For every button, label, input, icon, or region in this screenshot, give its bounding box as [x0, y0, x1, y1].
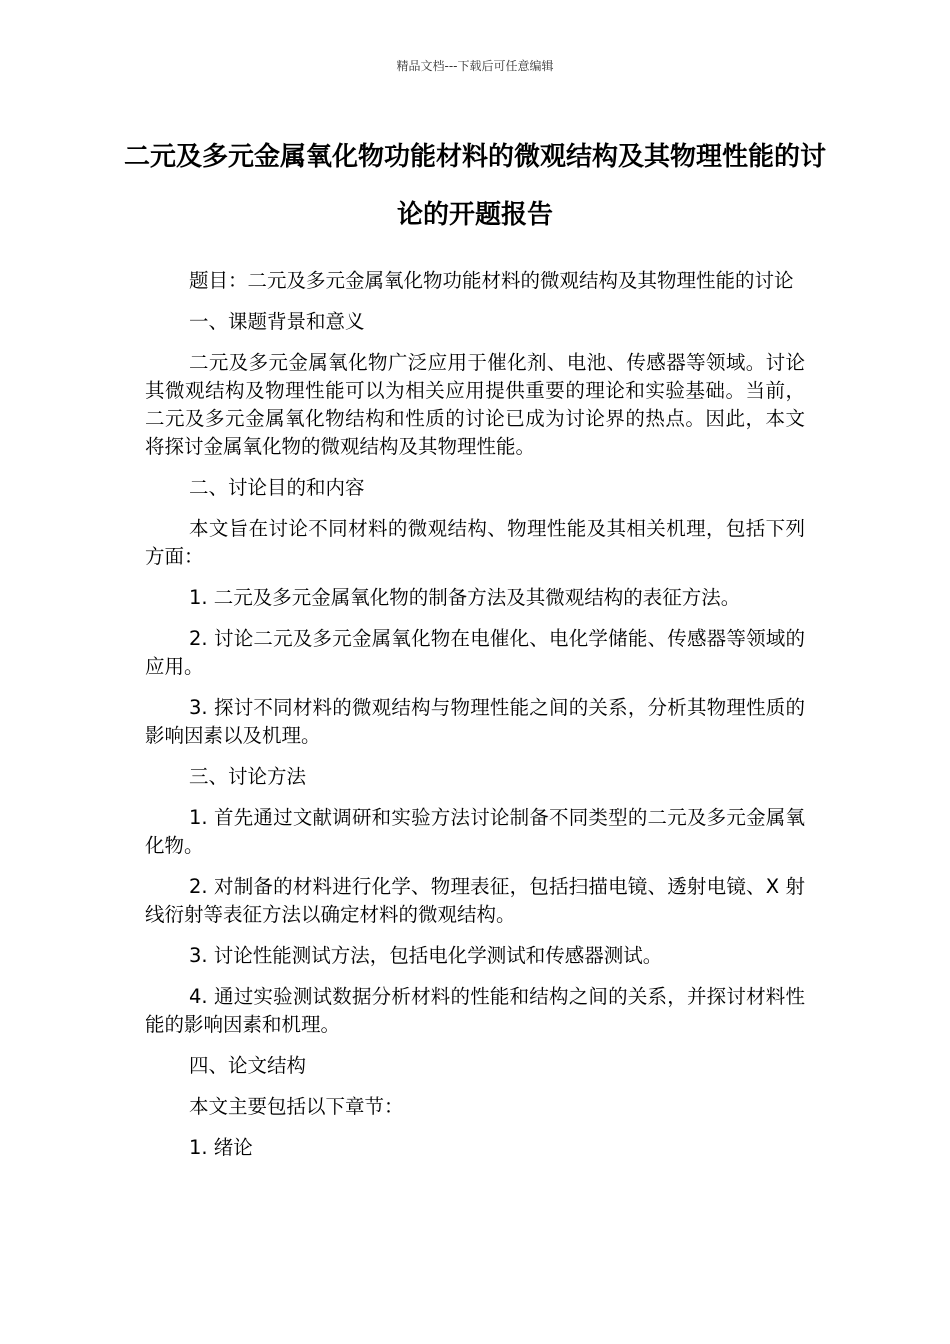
list-item: 2. 讨论二元及多元金属氧化物在电催化、电化学储能、传感器等领域的应用。: [145, 627, 805, 678]
list-item: 3. 讨论性能测试方法，包括电化学测试和传感器测试。: [189, 944, 663, 967]
section-heading-purpose: 二、讨论目的和内容: [189, 476, 365, 499]
list-item: 1. 二元及多元金属氧化物的制备方法及其微观结构的表征方法。: [189, 586, 741, 609]
list-item: 3. 探讨不同材料的微观结构与物理性能之间的关系，分析其物理性质的影响因素以及机理。: [145, 696, 805, 747]
paragraph-purpose: 本文旨在讨论不同材料的微观结构、物理性能及其相关机理，包括下列方面：: [145, 517, 805, 568]
header-note: 精品文档---下载后可任意编辑: [396, 59, 554, 73]
list-item: 2. 对制备的材料进行化学、物理表征，包括扫描电镜、透射电镜、X 射线衍射等表征方法以确定材料的微观结构。: [145, 875, 805, 926]
list-item: 4. 通过实验测试数据分析材料的性能和结构之间的关系，并探讨材料性能的影响因素和机理。: [145, 985, 805, 1036]
section-heading-background: 一、课题背景和意义: [189, 310, 365, 333]
document-title: 二元及多元金属氧化物功能材料的微观结构及其物理性能的讨论的开题报告: [123, 142, 826, 230]
paragraph-chapters-intro: 本文主要包括以下章节：: [189, 1095, 404, 1118]
list-item: 1. 绪论: [189, 1136, 253, 1159]
document-body: [145, 267, 805, 1175]
section-heading-structure: 四、论文结构: [189, 1054, 307, 1077]
paragraph-background: 二元及多元金属氧化物广泛应用于催化剂、电池、传感器等领域。讨论其微观结构及物理性能可以为相关应用提供重要的理论和实验基础。当前，二元及多元金属氧化物结构和性质的讨论已成为讨论界的热点。因此，本文将探讨金属氧化物的微观结构及其物理性能。: [145, 351, 805, 458]
section-heading-methods: 三、讨论方法: [189, 765, 307, 788]
paragraph-topic: 题目：二元及多元金属氧化物功能材料的微观结构及其物理性能的讨论: [189, 269, 794, 292]
list-item: 1. 首先通过文献调研和实验方法讨论制备不同类型的二元及多元金属氧化物。: [145, 806, 805, 857]
